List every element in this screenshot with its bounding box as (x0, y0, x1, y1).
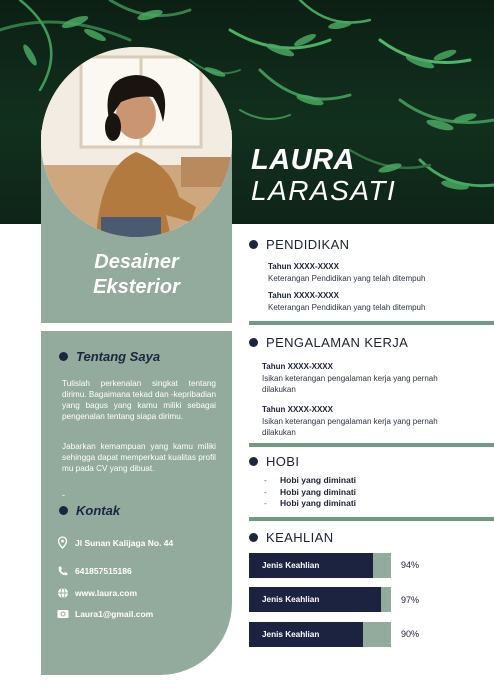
about-dash: - (62, 490, 65, 500)
skill-label: Jenis Keahlian (262, 595, 320, 604)
phone-icon (56, 564, 69, 577)
role-title-line1: Desainer (94, 251, 179, 273)
education-heading (249, 237, 349, 252)
contact-address[interactable] (56, 536, 173, 549)
role-title-line2: Eksterior (93, 276, 180, 298)
experience-entry-2-title: Tahun XXXX-XXXX (262, 405, 333, 414)
contact-phone[interactable] (56, 564, 132, 577)
bullet-dot (249, 240, 258, 249)
contact-phone-text: 641857515186 (75, 565, 132, 576)
contact-website[interactable] (56, 586, 137, 599)
experience-entry-1-desc: Isikan keterangan pengalaman kerja yang pernah dilakukan (262, 374, 438, 394)
contact-website-text: www.laura.com (75, 587, 138, 598)
skills-heading-text: KEAHLIAN (266, 530, 334, 545)
globe-icon (56, 586, 69, 599)
profile-photo (41, 47, 232, 237)
education-entry-2-desc: Keterangan Pendidikan yang telah ditempuh (268, 303, 426, 312)
contact-heading (59, 503, 120, 518)
hobby-heading-text: HOBI (266, 454, 300, 469)
about-heading (59, 349, 160, 364)
hobby-item: - Hobi yang diminati (264, 498, 357, 508)
education-entry-1-desc: Keterangan Pendidikan yang telah ditempuh (268, 274, 426, 283)
skill-percent: 94% (401, 560, 420, 570)
about-paragraph-1: Tulislah perkenalan singkat tentang dirimu. Bagaimana tekad dan -kepribadian yang bagus yang kamu miliki sebagai pengenalan tentang siapa dirimu. (62, 379, 216, 421)
skill-bar-3 (249, 622, 391, 647)
hobby-item: - Hobi yang diminati (264, 475, 357, 485)
bullet-dot (59, 352, 68, 361)
role-title (41, 250, 232, 300)
experience-heading-text: PENGALAMAN KERJA (266, 335, 409, 350)
profile-photo-illustration (41, 47, 232, 237)
section-divider (249, 321, 494, 325)
skill-bar-2 (249, 587, 391, 612)
education-heading-text: PENDIDIKAN (266, 237, 350, 252)
contact-heading-text: Kontak (76, 503, 121, 518)
contact-email[interactable] (56, 607, 153, 620)
bullet-dot (249, 338, 258, 347)
education-entry-2-title: Tahun XXXX-XXXX (268, 291, 339, 300)
bullet-dot (249, 457, 258, 466)
skill-bar-1 (249, 553, 391, 578)
first-name: LAURA (251, 144, 355, 176)
skill-label: Jenis Keahlian (262, 561, 320, 570)
bullet-dot (59, 506, 68, 515)
skill-label: Jenis Keahlian (262, 630, 320, 639)
skill-percent: 97% (401, 595, 420, 605)
experience-heading (249, 335, 408, 350)
bullet-dot (249, 533, 258, 542)
contact-email-text: Laura1@gmail.com (75, 608, 154, 619)
location-pin-icon (56, 536, 69, 549)
section-divider (249, 517, 494, 521)
skill-percent: 90% (401, 629, 420, 639)
last-name: LARASATI (251, 175, 397, 206)
about-paragraph-2: Jabarkan kemampuan yang kamu miliki sehingga dapat memperkuat kualitas profil mu pada CV yang dibuat. (62, 442, 216, 473)
hobby-item: - Hobi yang diminati (264, 487, 357, 497)
experience-entry-2-desc: Isikan keterangan pengalaman kerja yang pernah dilakukan (262, 417, 438, 437)
hobby-heading (249, 454, 299, 469)
education-entry-1-title: Tahun XXXX-XXXX (268, 262, 339, 271)
section-divider (249, 443, 494, 447)
email-icon (56, 607, 69, 620)
about-heading-text: Tentang Saya (76, 349, 161, 364)
skills-heading (249, 530, 334, 545)
experience-entry-1-title: Tahun XXXX-XXXX (262, 362, 333, 371)
contact-address-text: Jl Sunan Kalijaga No. 44 (75, 537, 174, 548)
